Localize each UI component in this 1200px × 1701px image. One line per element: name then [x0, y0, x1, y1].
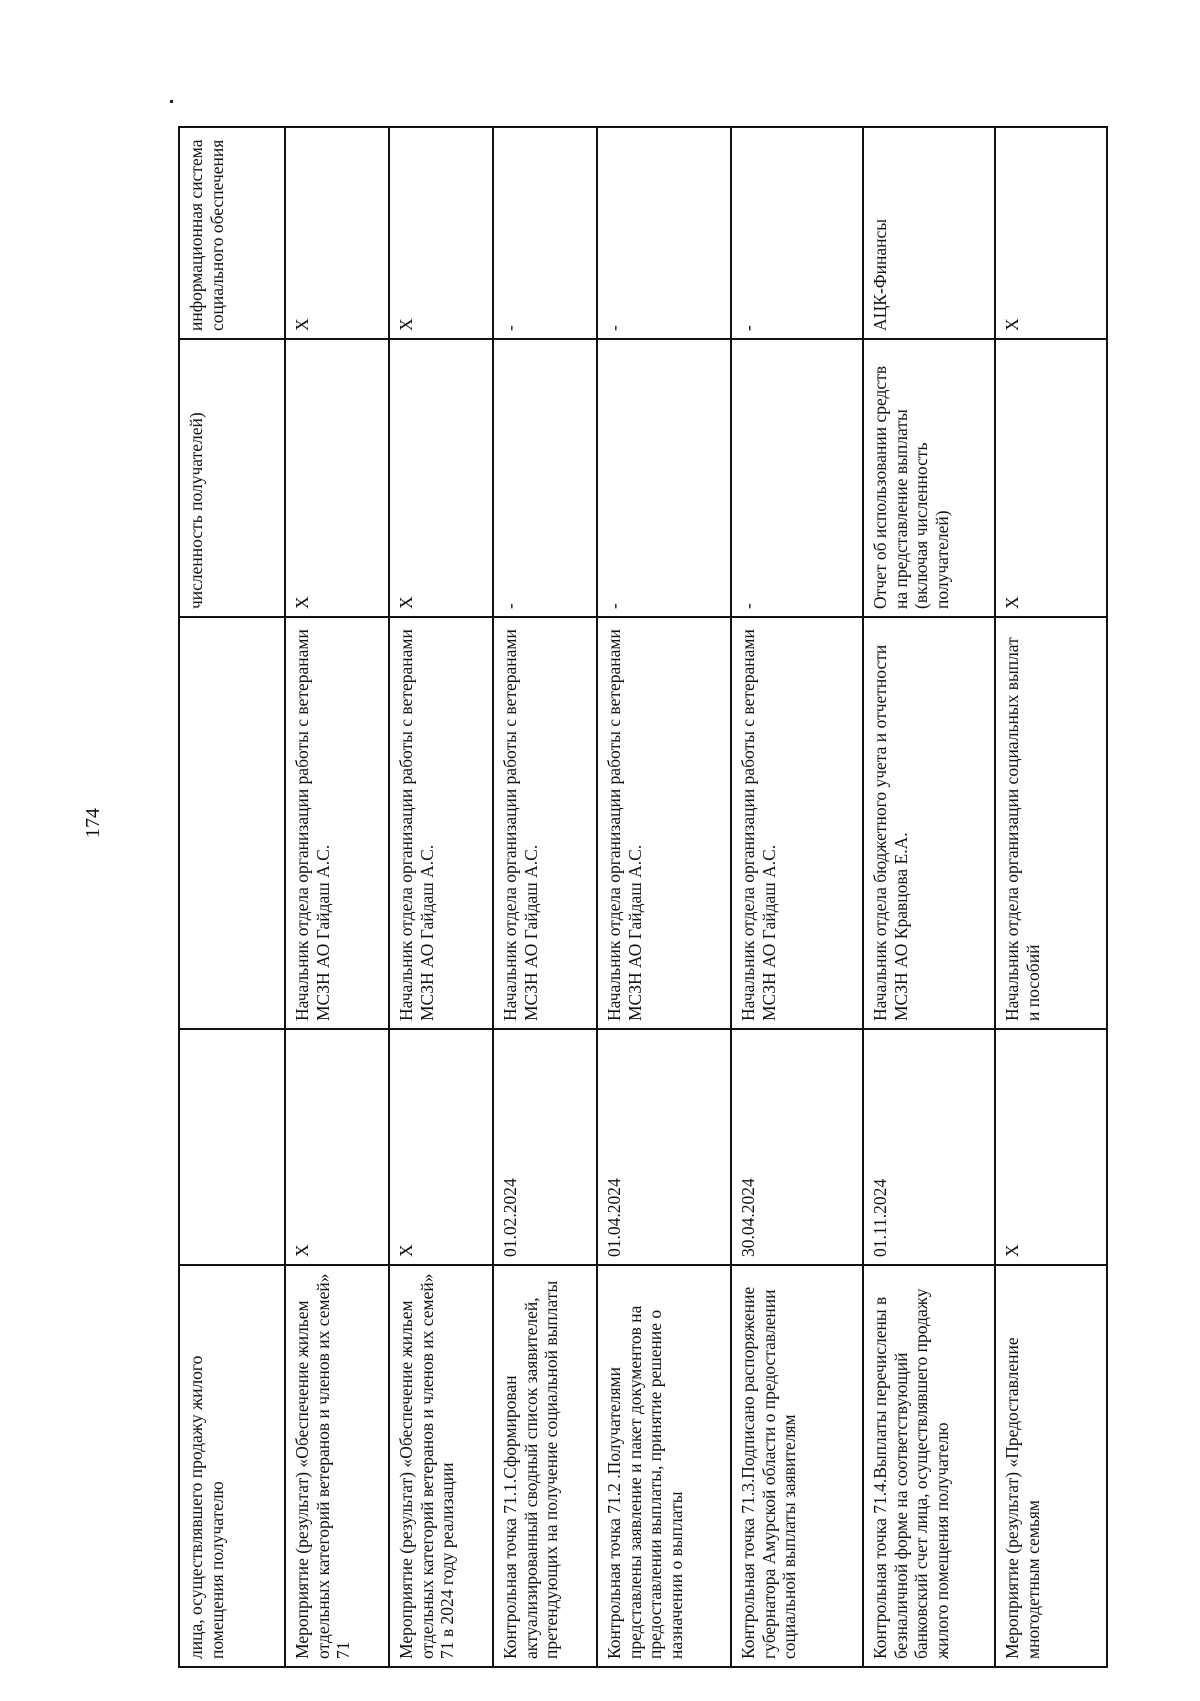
- table-cell: Начальник отдела организации социальных выплат и пособий: [995, 617, 1107, 1029]
- table-cell: лица, осуществлявшего продажу жилого помещения получателю: [179, 1265, 285, 1667]
- table-cell: -: [731, 127, 863, 339]
- table-cell: Начальник отдела организации работы с ветеранами МСЗН АО Гайдаш А.С.: [731, 617, 863, 1029]
- table-row: [493, 127, 597, 1667]
- table-cell: -: [493, 339, 597, 617]
- table-cell: Начальник отдела организации работы с ветеранами МСЗН АО Гайдаш А.С.: [493, 617, 597, 1029]
- page-number: 174: [82, 808, 104, 838]
- table-row: [995, 127, 1107, 1667]
- table-cell: X: [389, 127, 493, 339]
- table-cell: Отчет об использовании средств на представление выплаты (включая численность получателей): [863, 339, 995, 617]
- table-cell: X: [995, 127, 1107, 339]
- table-cell: X: [285, 1029, 389, 1265]
- table-cell: Контрольная точка 71.1.Сформирован актуализированный сводный список заявителей, претендующих на получение социальной выплаты: [493, 1265, 597, 1667]
- table-cell: Мероприятие (результат) «Предоставление многодетным семьям: [995, 1265, 1107, 1667]
- table-cell: -: [597, 127, 731, 339]
- table-row: [597, 127, 731, 1667]
- table-cell: -: [597, 339, 731, 617]
- table-row: [179, 127, 285, 1667]
- table-cell: 30.04.2024: [731, 1029, 863, 1265]
- table-cell: [179, 617, 285, 1029]
- table-row: [863, 127, 995, 1667]
- measures-table: [178, 126, 1108, 1668]
- table-cell: Мероприятие (результат) «Обеспечение жильем отдельных категорий ветеранов и членов их семей» 71 в 2024 году реализации: [389, 1265, 493, 1667]
- table-cell: численность получателей): [179, 339, 285, 617]
- table-cell: -: [731, 339, 863, 617]
- table-cell: -: [493, 127, 597, 339]
- table-cell: X: [285, 127, 389, 339]
- table-row: [389, 127, 493, 1667]
- table-cell: X: [995, 1029, 1107, 1265]
- table-cell: 01.02.2024: [493, 1029, 597, 1265]
- table-cell: Мероприятие (результат) «Обеспечение жильем отдельных категорий ветеранов и членов их семей» 71: [285, 1265, 389, 1667]
- table-cell: Контрольная точка 71.2 .Получателями представлены заявление и пакет документов на предоставлении выплаты, принятие решение о назначении о выплаты: [597, 1265, 731, 1667]
- table-cell: X: [389, 1029, 493, 1265]
- rotated-table-wrapper: [178, 128, 1106, 1668]
- table-cell: X: [389, 339, 493, 617]
- table-cell: Контрольная точка 71.3.Подписано распоряжение губернатора Амурской области о предоставлении социальной выплаты заявителям: [731, 1265, 863, 1667]
- table-cell: АЦК-Финансы: [863, 127, 995, 339]
- table-cell: информационная система социального обеспечения: [179, 127, 285, 339]
- table-row: [731, 127, 863, 1667]
- scan-dot-mark: [170, 100, 173, 103]
- table-cell: [179, 1029, 285, 1265]
- table-cell: Контрольная точка 71.4.Выплаты перечислены в безналичной форме на соответствующий банковский счет лица, осуществлявшего продажу жилого помещения получателю: [863, 1265, 995, 1667]
- table-cell: 01.04.2024: [597, 1029, 731, 1265]
- table-cell: Начальник отдела бюджетного учета и отчетности МСЗН АО Кравцова Е.А.: [863, 617, 995, 1029]
- table-cell: Начальник отдела организации работы с ветеранами МСЗН АО Гайдаш А.С.: [597, 617, 731, 1029]
- table-cell: X: [995, 339, 1107, 617]
- table-cell: 01.11.2024: [863, 1029, 995, 1265]
- table-cell: Начальник отдела организации работы с ветеранами МСЗН АО Гайдаш А.С.: [285, 617, 389, 1029]
- table-cell: Начальник отдела организации работы с ветеранами МСЗН АО Гайдаш А.С.: [389, 617, 493, 1029]
- table-row: [285, 127, 389, 1667]
- table-cell: X: [285, 339, 389, 617]
